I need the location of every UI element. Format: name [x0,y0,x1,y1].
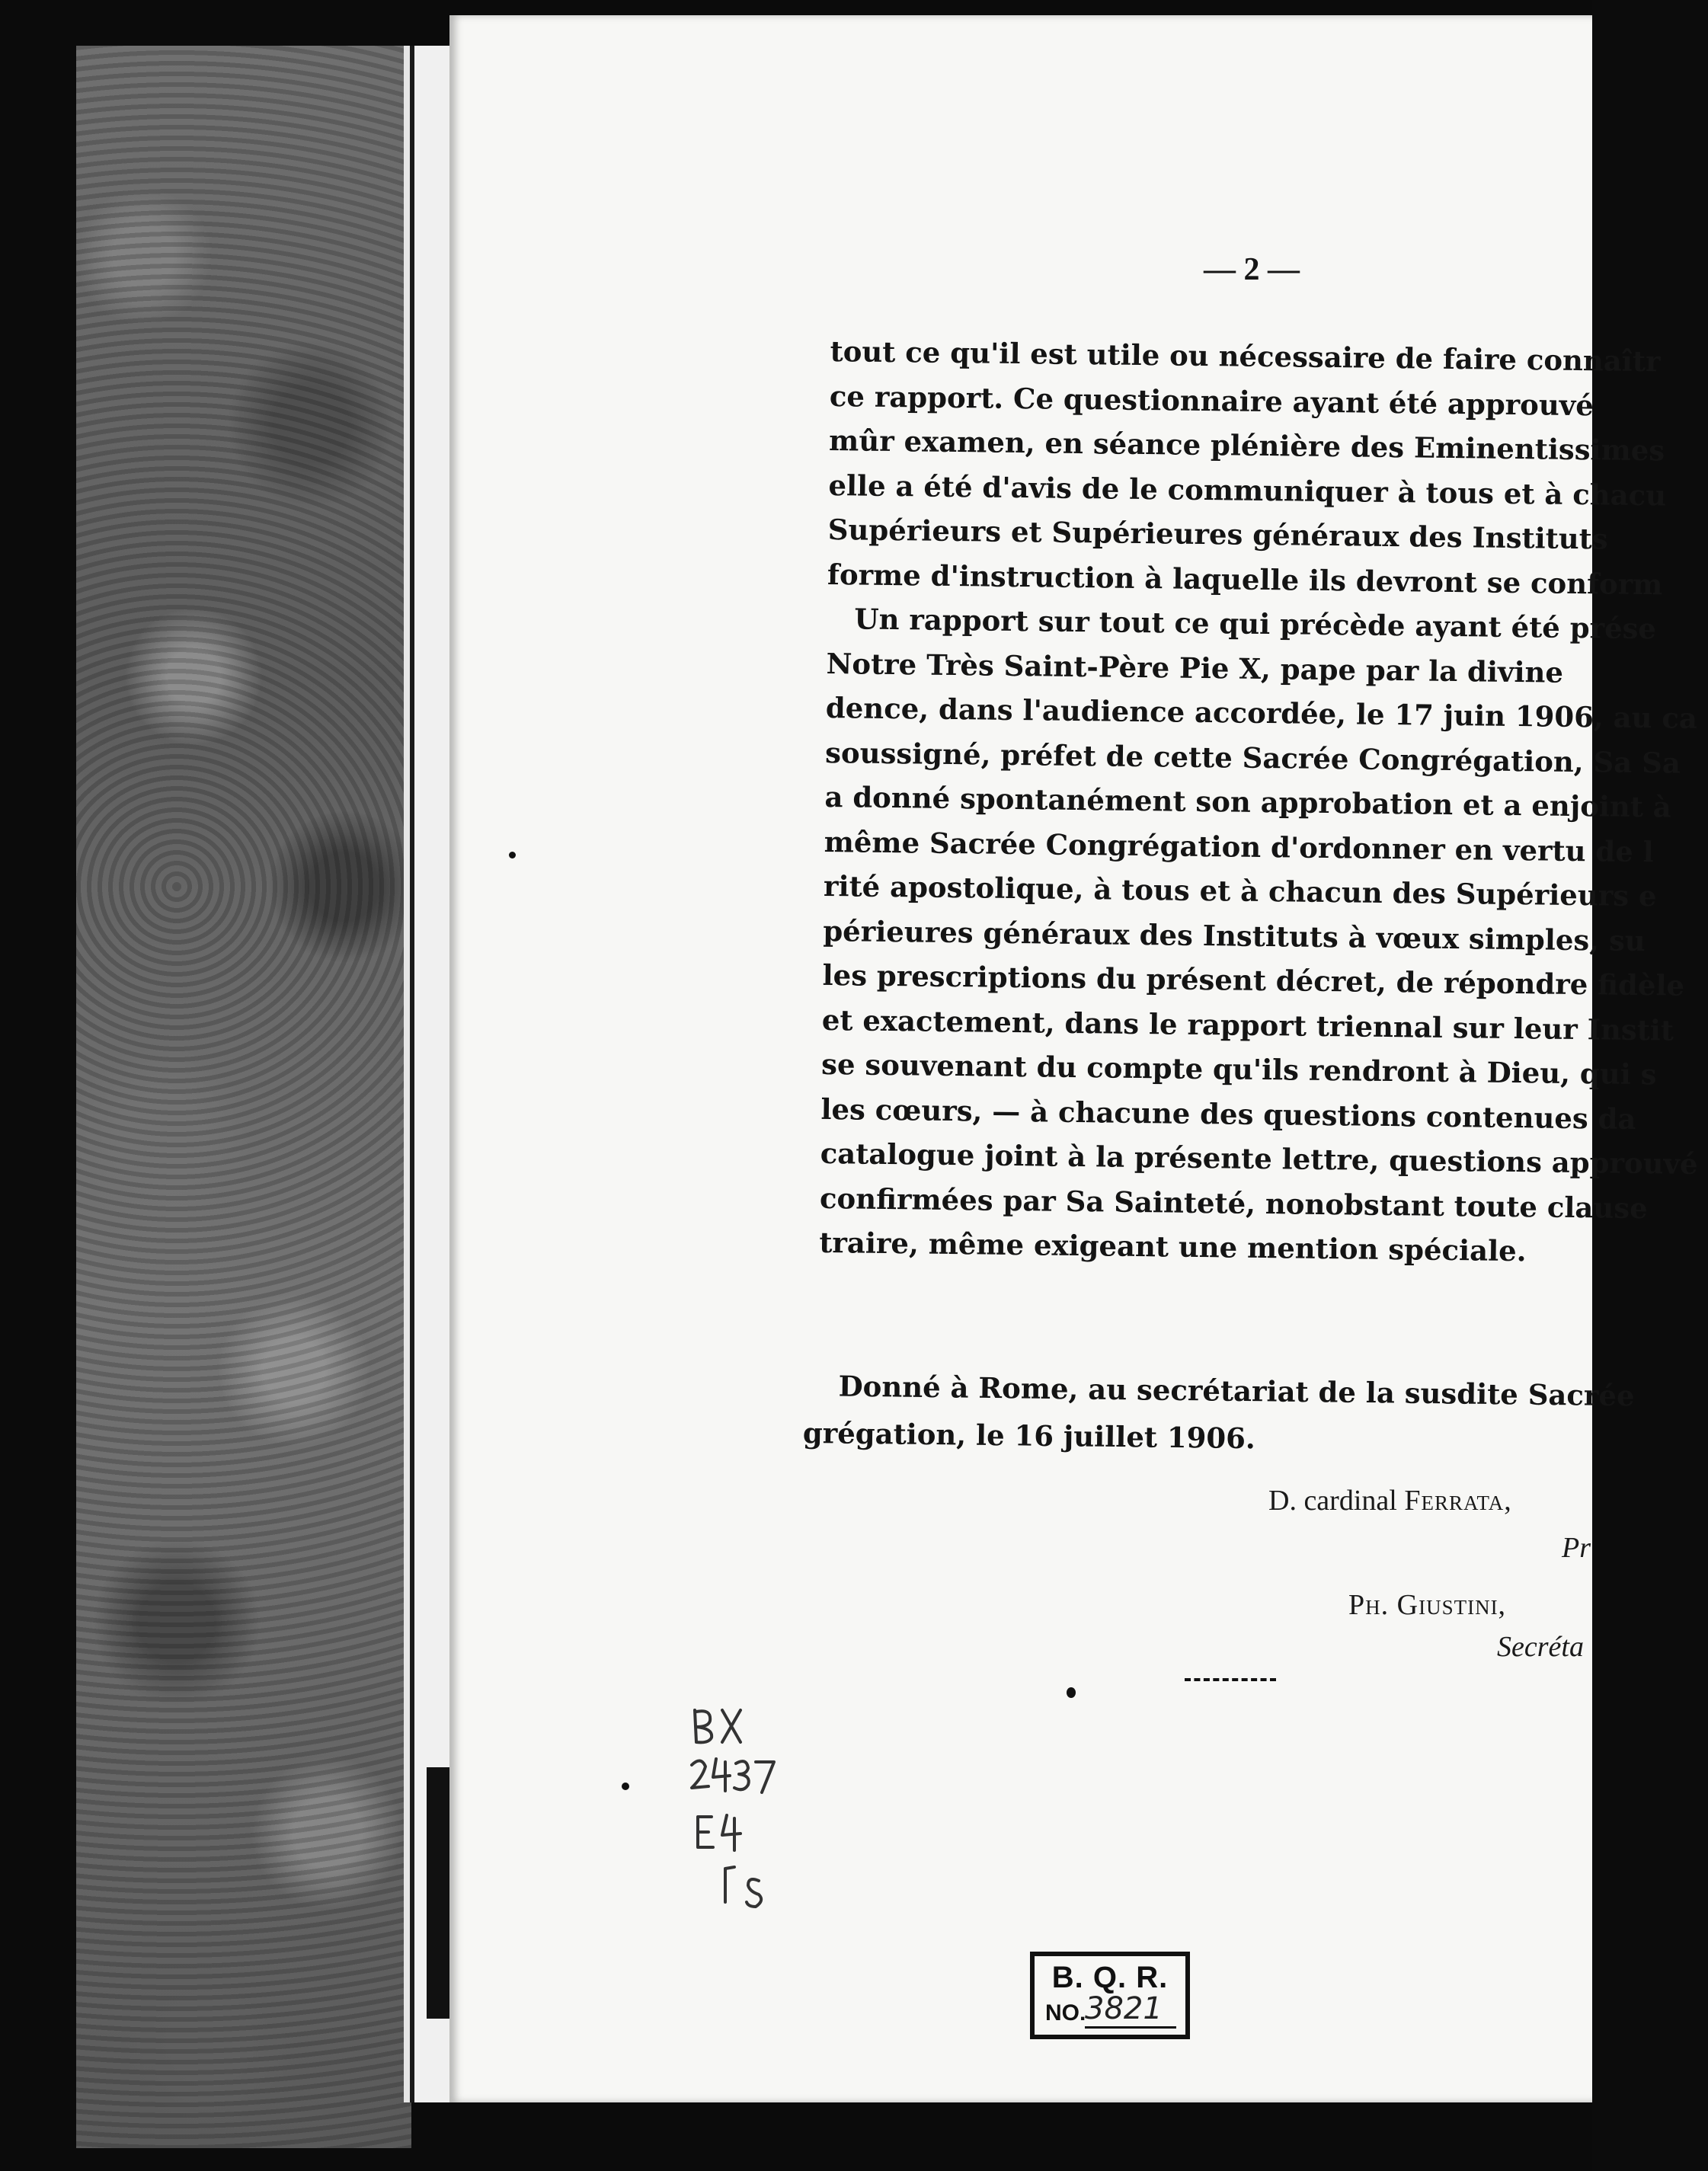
text-line: grégation, le 16 juillet 1906. [802,1415,1256,1456]
fold-shadow [427,1767,449,2019]
text-line: les cœurs, — à chacune des questions contenues da [820,1092,1636,1136]
stamp-no-label: NO. [1045,2000,1086,2026]
stamp-code: B. Q. R. [1051,1961,1169,1994]
signature-title-secretary: Secréta [1497,1631,1584,1663]
text-line: Notre Très Saint-Père Pie X, pape par la divine [826,646,1564,689]
text-line: et exactement, dans le rapport triennal sur leur Instit [821,1002,1674,1047]
signature-prefix: D. cardinal [1268,1485,1397,1517]
text-line: catalogue joint à la présente lettre, questions approuvé [820,1136,1698,1181]
text-line: Un rapport sur tout ce qui précède ayant été prése [854,602,1657,646]
text-line: traire, même exigeant une mention spéciale. [819,1225,1527,1268]
background-texture [76,46,411,2148]
text-line: ce rapport. Ce questionnaire ayant été approuvé [829,379,1594,422]
signature-name: Ph. Giustini, [1348,1589,1507,1621]
text-line: elle a été d'avis de le communiquer à tous et à chacu [828,468,1667,512]
ink-dot [1067,1687,1076,1698]
separator-rule [1185,1678,1276,1681]
text-line: Donné à Rome, au secrétariat de la susdite Sacrée [838,1369,1635,1413]
text-line: dence, dans l'audience accordée, le 17 juin 1906, au ca [825,690,1698,735]
text-line: tout ce qu'il est utile ou nécessaire de faire connaîtr [830,334,1661,379]
stamp-number: 3821 [1085,1991,1176,2029]
text-line: confirmées par Sa Sainteté, nonobstant toute clause [819,1181,1648,1225]
body-paragraphs [819,329,1698,1274]
signature-title-prefect: Pr [1562,1532,1591,1564]
text-line: rité apostolique, à tous et à chacun des Supérieurs e [823,868,1657,913]
ink-dot [622,1783,629,1790]
signature-prefect [1268,1484,1512,1517]
text-line: même Sacrée Congrégation d'ordonner en vertu de l [824,824,1655,868]
ink-dot [509,852,516,858]
signature-name: Ferrata, [1404,1485,1512,1517]
text-line: soussigné, préfet de cette Sacrée Congrégation, Sa Sa [824,735,1681,780]
text-line: les prescriptions du présent décret, de répondre fidèle [822,958,1685,1002]
signature-secretary [1348,1588,1506,1622]
page-number: — 2 — [1204,252,1300,287]
text-line: se souvenant du compte qu'ils rendront à Dieu, qui s [820,1047,1657,1092]
closing-paragraph [802,1362,1634,1466]
text-line: périeures généraux des Instituts à vœux simples, su [823,913,1646,958]
text-line: Supérieurs et Supérieures généraux des Instituts [827,512,1608,556]
text-line: forme d'instruction à laquelle ils devront se conform [827,557,1663,601]
text-line: mûr examen, en séance plénière des Eminentissimes [828,423,1665,468]
text-line: a donné spontanément son approbation et a enjoint à [824,779,1672,824]
handwritten-call-number [686,1695,823,1901]
library-stamp [1030,1952,1190,2039]
